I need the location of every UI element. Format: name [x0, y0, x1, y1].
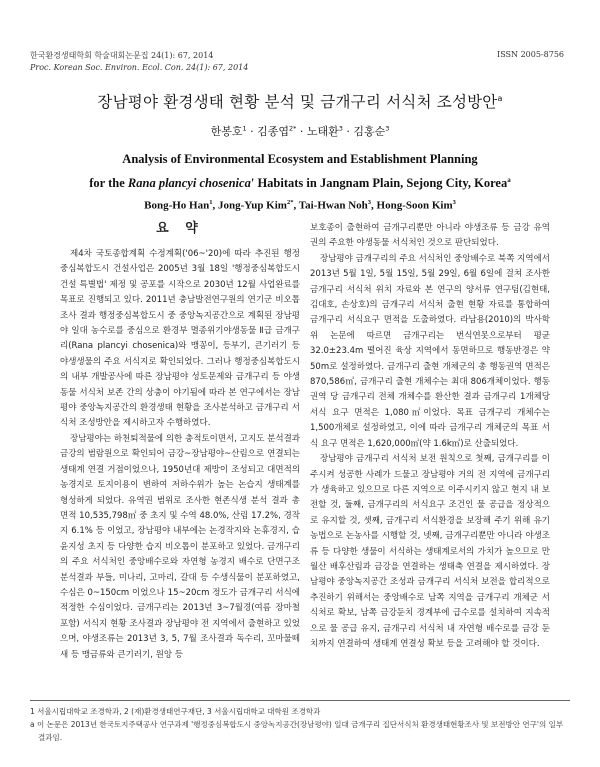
journal-citation-ko: 한국환경생태학회 학술대회논문집 24(1): 67, 2014 — [30, 51, 214, 60]
author-affiliation-mark: 3 — [367, 199, 372, 206]
issn: ISSN 2005-8756 — [497, 50, 564, 59]
author-affiliation-mark: 3 — [385, 124, 390, 133]
authors-english: Bong-Ho Han$^1$, Jong-Yup Kim$^{2*}$, Tai-Hwan Noh$^3$, Hong-Soon Kim$^3$ — [144, 199, 456, 212]
author-ko: 한봉호 — [210, 125, 243, 138]
title-english-post: Habitats in Jangnam Plain, Sejong City, Korea — [254, 176, 508, 191]
author-affiliation-mark: 2* — [286, 199, 294, 206]
right-column — [310, 221, 550, 652]
authors-korean: 한봉호$^1$ · 김종엽$^{2*}$ · 노태환$^3$ · 김홍순$^3$ — [210, 124, 390, 138]
author-en: Tai-Hwan Noh — [298, 199, 368, 212]
author-affiliation-mark: 2* — [288, 124, 297, 133]
title-english-line1: Analysis of Environmental Ecosystem and Establishment Planning — [122, 152, 478, 166]
author-affiliation-mark: 1 — [209, 199, 213, 206]
abstract-paragraph: 제4차 국토종합계획 수정계획('06~'20)에 따라 추진된 행정중심복합도시 건설사업은 2005년 3월 18일 '행정중심복합도시 건설 특별법' 제정 및 공포를 시작으로 2030년 12월 사업완료를 목표로 진행되고 있다. 2011년 충남발전연구원의 연기군 비오톱 조사 결과 행정중심복합도시 중 중앙녹지공간으로 계획된 장남평야 일대 농수로를 중심으로 환경부 멸종위기야생동물 Ⅱ급 금개구리(Rana plancyi chosenica)와 맹꽁이, 등부기, 큰기러기 등 야생생물의 주요 서식지로 확인되었다. 그러나 행정중심복합도시의 내부 개발공사에 따른 장남평야 성토문제와 금개구리 등 야생동물 서식처 보존 간의 상충이 야기됨에 따라 본 연구에서는 장남평야 중앙녹지공간의 환경생태 현황을 조사분석하고 금개구리 서식처 조성방안을 제시하고자 수행하였다. — [60, 249, 300, 429]
species-mark: ' — [250, 176, 255, 191]
title-english-pre: for the — [89, 176, 128, 191]
footnote-funding: a 이 논문은 2013년 한국토지주택공사 연구과제 '행정중심복합도시 중앙녹지공간(장남평야) 일대 금개구리 집단서식처 환경생태현황조사 및 보전방안 연구'의 일부 결과임. — [30, 720, 564, 742]
title-english-line2 — [0, 170, 600, 194]
author-ko: 노태환 — [306, 125, 339, 138]
left-column — [60, 221, 300, 663]
title-english — [0, 149, 600, 194]
footnotes — [30, 700, 570, 744]
author-en: Jong-Yup Kim — [217, 199, 287, 212]
author-affiliation-mark: 3 — [338, 124, 343, 133]
abstract-paragraph: 장남평야는 하천퇴적물에 의한 충적토이면서, 고지도 분석결과 금강의 범람원으로 확인되어 금강~장남평야~산림으로 연결되는 생태계 연결 거점이었으나, 1950년대 제방이 조성되고 대면적의 농경지로 토지이용이 변하여 저하수위가 높는 논습지 생태계를 형성하게 되었다. 유역권 범위로 조사한 현존식생 분석 결과 총 면적 10,535,798㎡ 중 초지 및 수역 48.0%, 산림 17.2%, 경작지 6.1% 등 이었고, 장남평야 내부에는 논경작지와 논휴경지, 습윤지성 초지 등 다양한 습지 비오톱이 분포하고 있었다. 금개구리의 주요 서식처인 중앙배수로와 자연형 농경지 배수로 단면구조 분석결과 부들, 미나리, 고마리, 갈대 등 수생식물이 분포하였고, 수심은 0~150cm 이었으나 15~20cm 정도가 금개구리 서식에 적정한 수심이었다. 금개구리는 2013년 3~7월경(여름 장마철 포함) 서식지 현황 조사결과 장남평야 전 지역에서 출현하고 있었으며, 야생조류는 2013년 3, 5, 7월 조사결과 독수리, 꼬마물떼새 등 맹금류와 큰기러기, 원앙 등 — [60, 433, 300, 660]
author-en: Bong-Ho Han — [144, 199, 210, 212]
title-korean-text: 장남평야 환경생태 현황 분석 및 금개구리 서식처 조성방안 — [97, 93, 498, 111]
abstract-heading: 요 약 — [156, 221, 204, 236]
author-affiliation-mark: 1 — [242, 124, 247, 133]
footnote-affiliations: 1 서울시립대학교 조경학과, 2 (재)환경생태연구재단, 3 서울시립대학교 대학원 조경학과 — [30, 707, 321, 716]
abstract-paragraph: 보호종이 출현하여 금개구리뿐만 아니라 야생조류 등 금강 유역권의 주요한 야생동물 서식처인 것으로 판단되었다. — [310, 223, 550, 249]
title-korean — [0, 90, 600, 112]
author-ko: 김종엽 — [257, 125, 289, 138]
author-ko: 김홍순 — [353, 125, 386, 138]
journal-header — [30, 50, 248, 74]
author-affiliation-mark: 3 — [452, 199, 456, 206]
title-korean-mark: a — [497, 93, 503, 103]
author-en: Hong-Soon Kim — [376, 199, 453, 212]
title-english-mark: a — [507, 176, 511, 184]
abstract-paragraph: 장남평야 금개구리 서식처 보전 원칙으로 첫째, 금개구리를 이주시켜 성공한 사례가 드물고 장남평야 거의 전 지역에 금개구리가 생육하고 있으므로 다른 지역으로 이주시키지 않고 현지 내 보전할 것, 둘째, 금개구리의 서식요구 조건인 물 공급을 정상적으로 유지할 것, 셋째, 금개구리 서식환경을 보장해 주기 위해 유기농법으로 논농사를 시행할 것, 넷째, 금개구리뿐만 아니라 야생조류 등 다양한 생물이 서식하는 생태계로서의 가치가 높으므로 만월산 배후산림과 금강을 연결하는 생태축 연결을 제시하였다. 장남평야 중앙녹지공간 조성과 금개구리 서식처 보전을 합리적으로 추진하기 위해서는 중앙배수로 남쪽 지역을 금개구리 개체군 서식처로 확보, 남쪽 금강둔치 경계부에 급수로를 설치하여 지속적으로 물 공급 유지, 금개구리 서식처 내 자연형 배수로를 금강 둔치까지 연결하여 생태계 연결성 확보 등을 고려해야 할 것이다. — [310, 454, 550, 649]
abstract-paragraph: 장남평야 금개구리의 주요 서식처인 중앙배수로 북쪽 지역에서 2013년 5월 1일, 5월 15일, 5월 29일, 6월 6일에 걸쳐 조사한 금개구리 서식처 위치 자료와 본 연구의 양서류 연구팀(김현태, 김대호, 손상호)의 금개구리 서식처 출현 현황 자료를 통합하여 금개구리 서식요구 면적을 도출하였다. 라남용(2010)의 박사학위 논문에 따르면 금개구리는 번식연못으로부터 평균 32.0±23.4m 떨어진 육상 지역에서 동면하므로 행동반경은 약 50m로 설정하였다. 금개구리 출현 개체군의 총 행동권역 면적은 870,586㎡, 금개구리 출현 개체수는 최대 806개체이었다. 행동권역 당 금개구리 전체 개체수를 환산한 결과 금개구리 1개체당 서식 요구 면적은 1,080㎡이었다. 목표 금개구리 개체수는 1,500개체로 설정하였고, 이에 따라 금개구리 개체군의 목표 서식 요구 면적은 1,620,000㎡(약 1.6k㎡)로 산출되었다. — [310, 253, 550, 449]
journal-citation-en: Proc. Korean Soc. Environ. Ecol. Con. 24(1): 67, 2014 — [30, 63, 249, 72]
species-name: Rana plancyi chosenica — [127, 176, 251, 191]
